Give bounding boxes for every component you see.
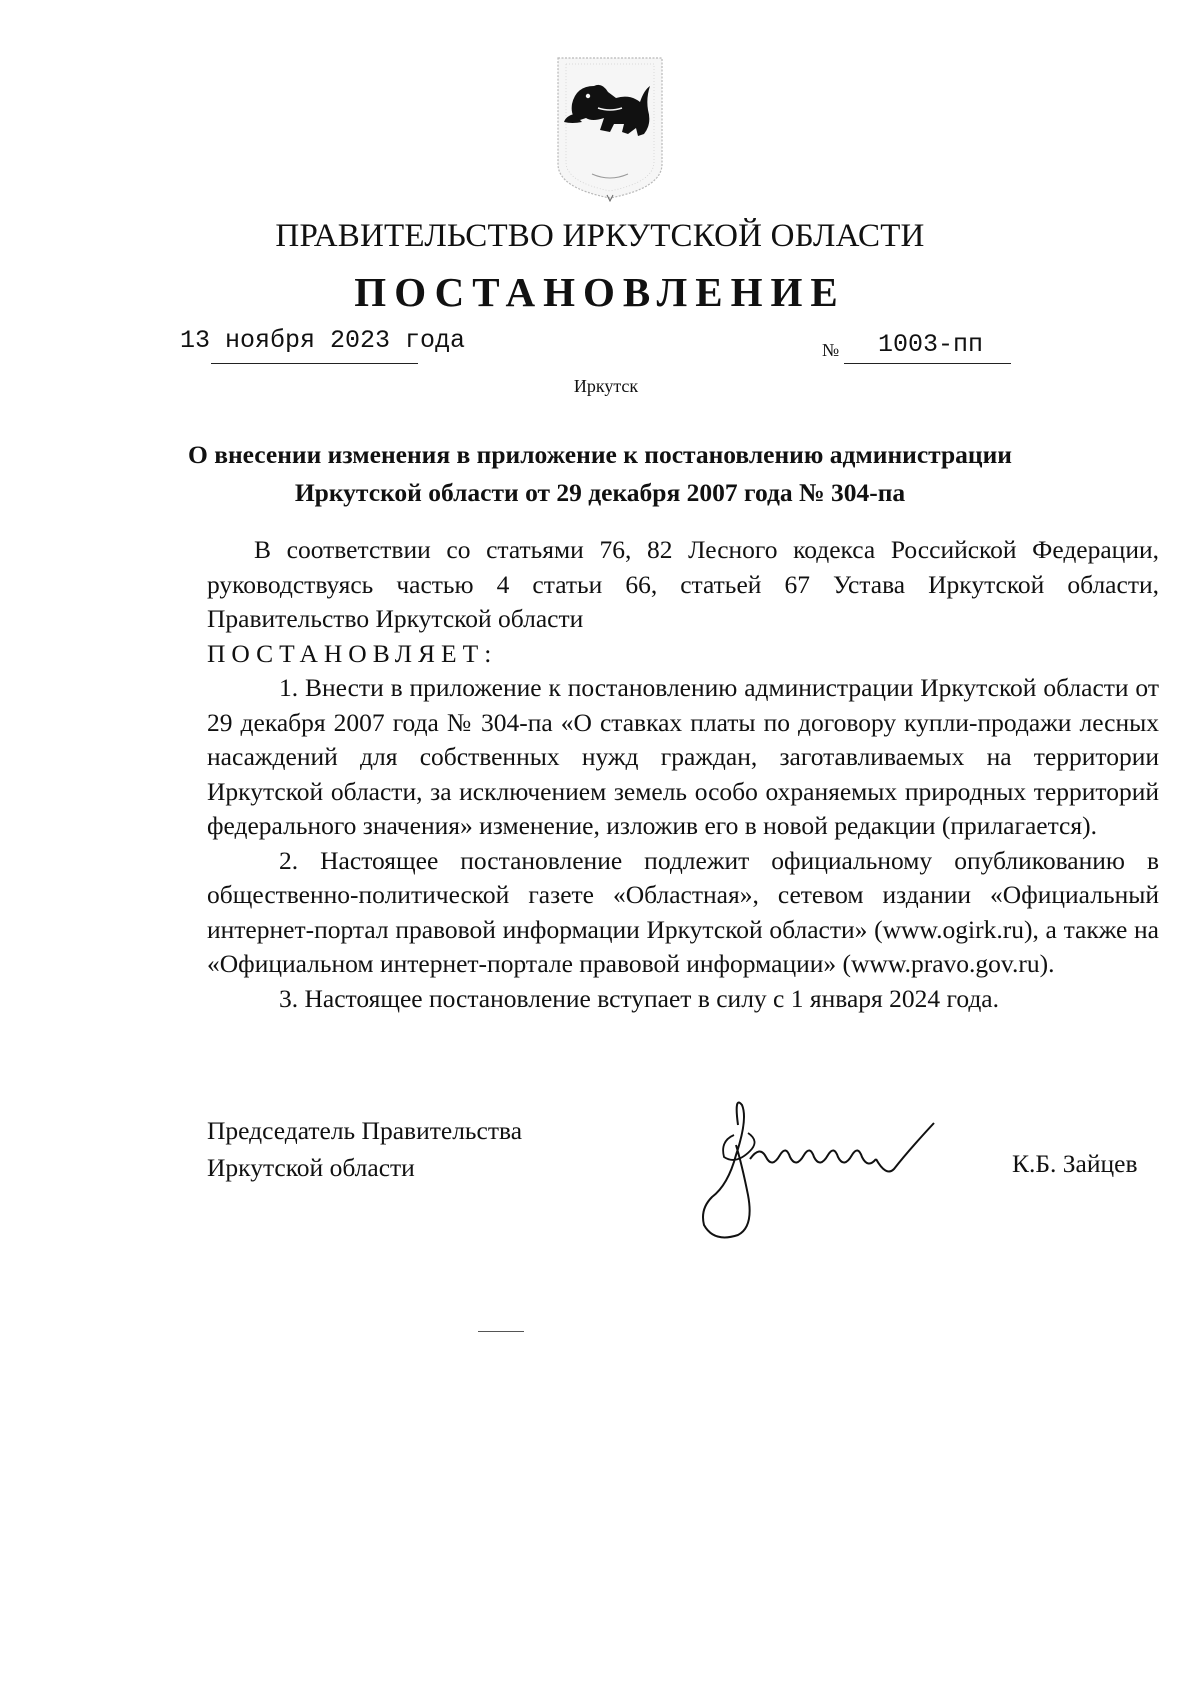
document-body (207, 533, 1159, 1016)
document-date: 13 ноября 2023 года (180, 326, 466, 355)
document-type-heading: ПОСТАНОВЛЕНИЕ (354, 269, 846, 315)
title-line-2: Иркутской области от 29 декабря 2007 года № 304-па (294, 478, 906, 507)
document-number: 1003-пп (878, 330, 984, 359)
clause-2: 2. Настоящее постановление подлежит официальному опубликованию в общественно-политической газете «Областная», сетевом издании «Официальный интернет-портал правовой информации Иркутской области» (www.ogirk.ru), а также на «Официальном интернет-портале правовой информации» (www.pravo.gov.ru). (207, 845, 1159, 978)
signatory-position-line-2: Иркутской области (207, 1153, 415, 1182)
document-title (180, 436, 1020, 512)
document-city: Иркутск (573, 376, 639, 396)
signatory-name: К.Б. Зайцев (1012, 1149, 1138, 1178)
handwritten-signature-icon (690, 1085, 960, 1245)
government-name: ПРАВИТЕЛЬСТВО ИРКУТСКОЙ ОБЛАСТИ (275, 218, 925, 254)
decree-word: ПОСТАНОВЛЯЕТ: (207, 638, 498, 668)
page-dash-divider (478, 1331, 524, 1332)
number-sign: № (822, 340, 840, 360)
title-line-1: О внесении изменения в приложение к постановлению администрации (187, 440, 1012, 469)
preamble-paragraph: В соответствии со статьями 76, 82 Лесного кодекса Российской Федерации, руководствуясь частью 4 статьи 66, статьей 67 Устава Иркутской области, Правительство Иркутской области (207, 535, 1159, 633)
irkutsk-coat-of-arms-icon (552, 52, 668, 202)
signatory-position (207, 1112, 522, 1186)
date-underline (211, 363, 418, 364)
number-underline (844, 363, 1011, 364)
clause-1: 1. Внести в приложение к постановлению администрации Иркутской области от 29 декабря 2007 года № 304-па «О ставках платы по договору купли-продажи лесных насаждений для собственных нужд граждан, заготавливаемых на территории Иркутской области, за исключением земель особо охраняемых природных территорий федерального значения» изменение, изложив его в новой редакции (прилагается). (207, 673, 1159, 840)
clause-3: 3. Настоящее постановление вступает в силу с 1 января 2024 года. (279, 983, 1000, 1013)
signatory-position-line-1: Председатель Правительства (207, 1116, 523, 1145)
